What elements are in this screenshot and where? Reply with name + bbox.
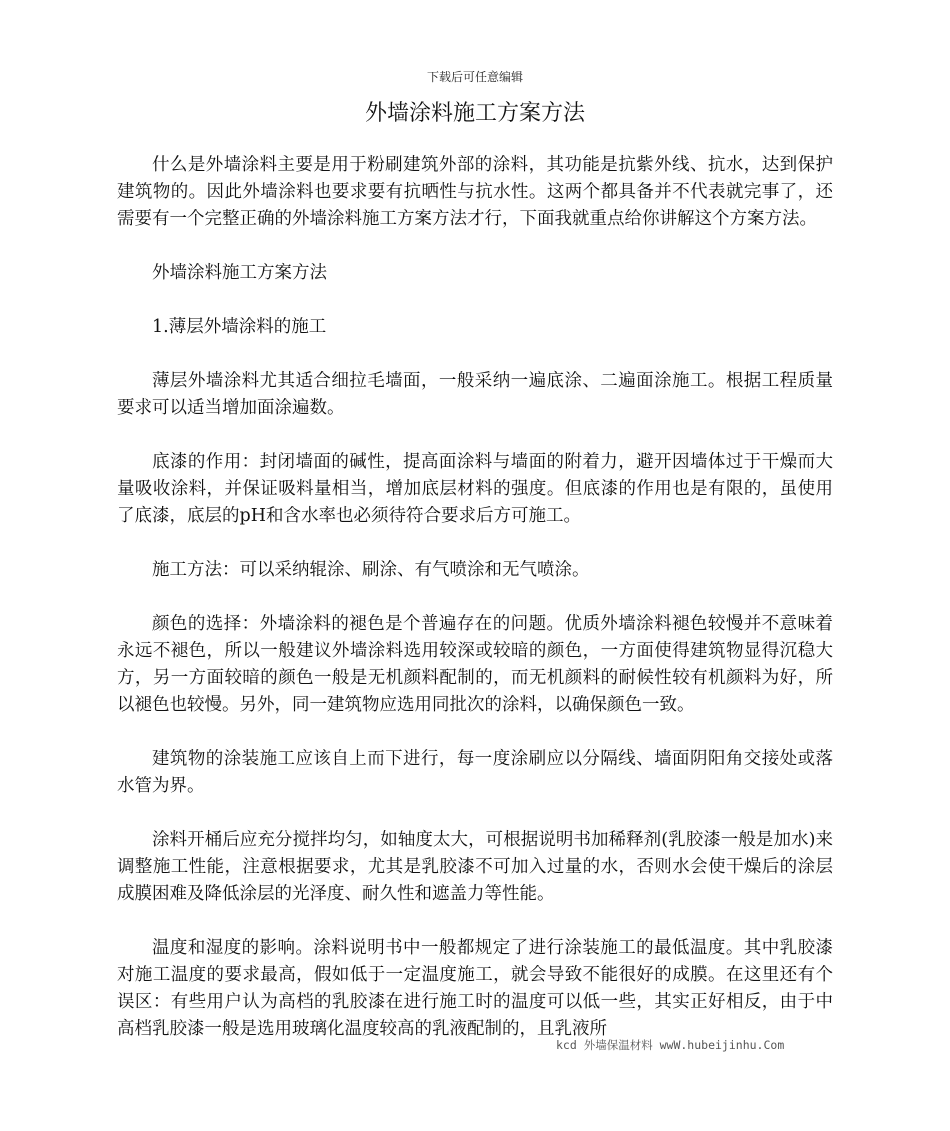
paragraph-mixing: 涂料开桶后应充分搅拌均匀，如轴度太大，可根据说明书加稀释剂(乳胶漆一般是加水)来调整施工性能，注意根据要求，尤其是乳胶漆不可加入过量的水，否则水会使干燥后的涂层成膜困难及降低涂层的光泽度、耐久性和遮盖力等性能。	[117, 830, 833, 904]
paragraph-method: 施工方法：可以采纳辊涂、刷涂、有气喷涂和无气喷涂。	[152, 560, 590, 580]
paragraph-intro: 什么是外墙涂料主要是用于粉刷建筑外部的涂料，其功能是抗紫外线、抗水，达到保护建筑物的。因此外墙涂料也要求要有抗晒性与抗水性。这两个都具备并不代表就完事了，还需要有一个完整正确的外墙涂料施工方案方法才行，下面我就重点给你讲解这个方案方法。	[117, 155, 833, 229]
paragraph-color: 颜色的选择：外墙涂料的褪色是个普遍存在的问题。优质外墙涂料褪色较慢并不意味着永远不褪色，所以一般建议外墙涂料选用较深或较暗的颜色，一方面使得建筑物显得沉稳大方，另一方面较暗的颜色一般是无机颜料配制的，而无机颜料的耐候性较有机颜料为好，所以褪色也较慢。另外，同一建筑物应选用同批次的涂料，以确保颜色一致。	[117, 614, 833, 715]
document-body	[117, 152, 833, 1070]
subsection-heading: 1.薄层外墙涂料的施工	[152, 317, 327, 337]
paragraph-primer: 底漆的作用：封闭墙面的碱性，提高面涂料与墙面的附着力，避开因墙体过于干燥而大量吸收涂料，并保证吸料量相当，增加底层材料的强度。但底漆的作用也是有限的，虽使用了底漆，底层的pH和含水率也必须待符合要求后方可施工。	[117, 452, 833, 526]
paragraph-temperature: 温度和湿度的影响。涂料说明书中一般都规定了进行涂装施工的最低温度。其中乳胶漆对施工温度的要求最高，假如低于一定温度施工，就会导致不能很好的成膜。在这里还有个误区：有些用户认为高档的乳胶漆在进行施工时的温度可以低一些，其实正好相反，由于中高档乳胶漆一般是选用玻璃化温度较高的乳液配制的，且乳液所	[117, 938, 833, 1039]
section-heading: 外墙涂料施工方案方法	[152, 263, 327, 283]
paragraph-order: 建筑物的涂装施工应该自上而下进行，每一度涂刷应以分隔线、墙面阴阳角交接处或落水管为界。	[117, 749, 833, 796]
footer-note: kcd 外墙保温材料 wwW.hubeijinhu.Com	[556, 1038, 785, 1052]
paragraph-thin-coating: 薄层外墙涂料尤其适合细拉毛墙面，一般采纳一遍底涂、二遍面涂施工。根据工程质量要求可以适当增加面涂遍数。	[117, 371, 833, 418]
header-note: 下载后可任意编辑	[426, 70, 523, 84]
page-title: 外墙涂料施工方案方法	[364, 101, 585, 126]
